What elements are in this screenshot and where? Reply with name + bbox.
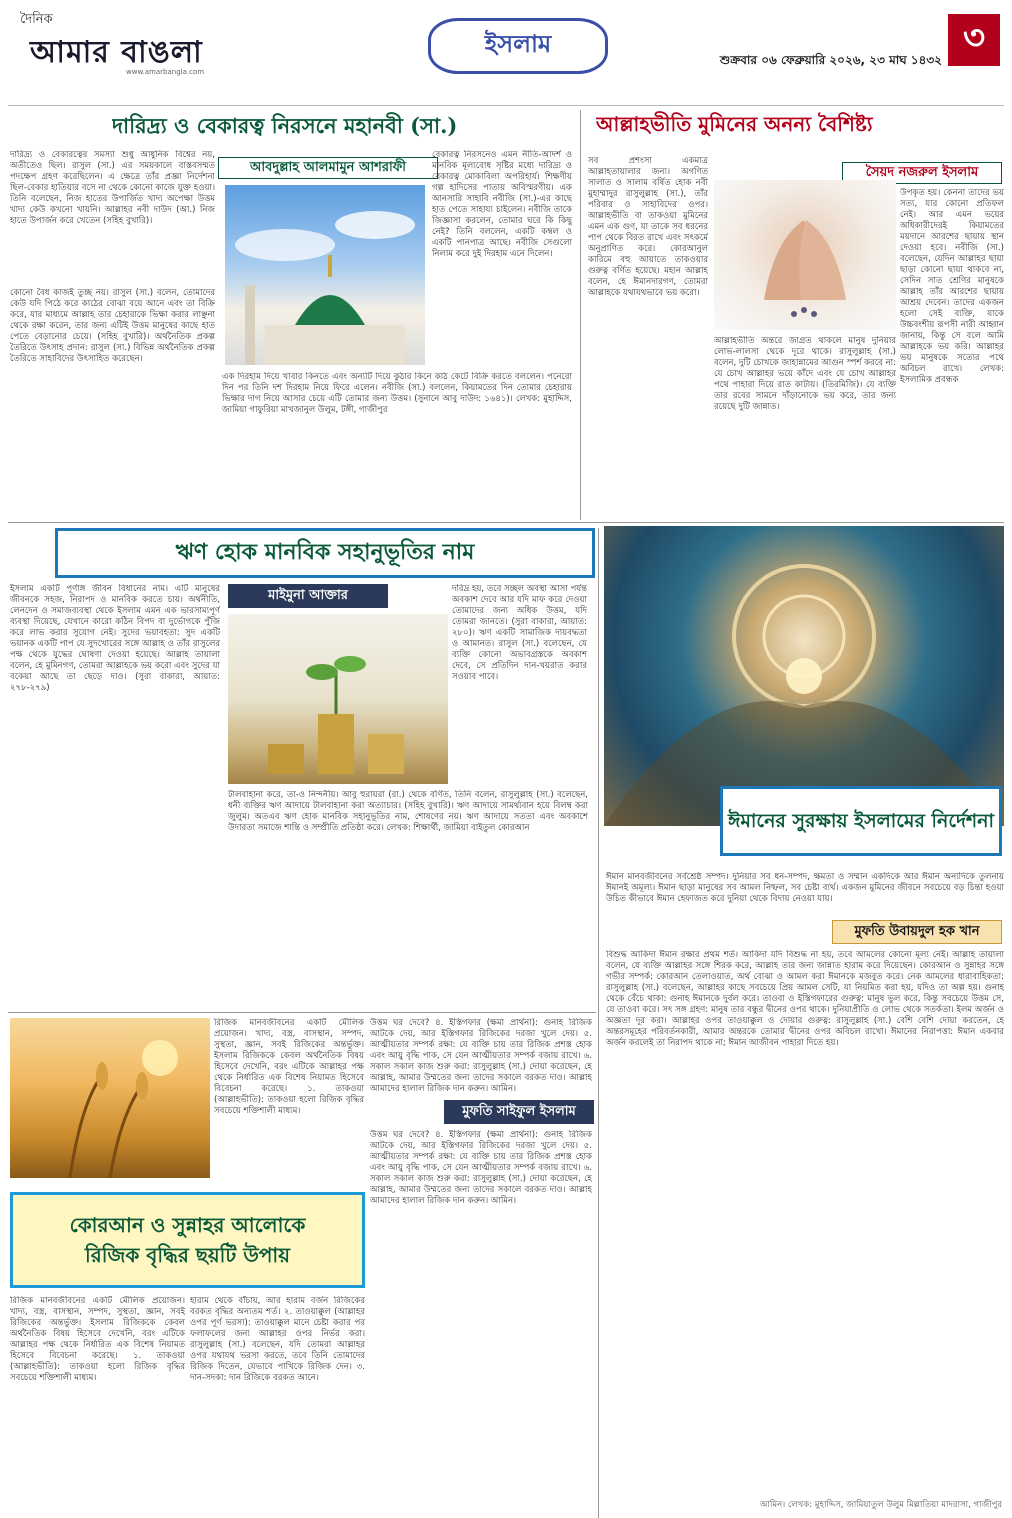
article5-byline: মুফতি সাইফুল ইসলাম: [444, 1100, 594, 1124]
mosque-dome-illustration: [225, 185, 425, 365]
paper-name-logo[interactable]: আমার বাঙলা: [30, 35, 203, 70]
article1-text-col1: দারিদ্র্য ও বেকারত্বের সমস্যা শুধু আধুনিক বিশ্বের নয়, অতীতেও ছিল। রাসুল (সা.) এর সময়কালে বাস্তবসম্মত পদক্ষেপ গ্রহণ করেছিলেন। এ ক্ষেত্রে তাঁর প্রজ্ঞা নির্দেশনা ছিল-বেকার হাতিয়ার বসে না থেকে কোনো কাজে যুক্ত হওয়া। তিনি বলেছেন, নিজ হাতের উপার্জিত খাদ্য অপেক্ষা উত্তম খাদ্য কেউ কখনো খায়নি। আল্লাহর নবী দাউদ (আ.) নিজ হাতে উপার্জন করে খেতেন (সহিহ বুখারি)।: [10, 150, 215, 226]
article5-text-col3: উত্তম ঘর দেবে? ৪. ইস্তিগফার (ক্ষমা প্রার্থনা): গুনাহ রিজিক আটকে দেয়, আর ইস্তিগফার রিজিকের দরজা খুলে দেয়। ৫. আত্মীয়তার সম্পর্ক রক্ষা: যে ব্যক্তি চায় তার রিজিক প্রশস্ত হোক এবং আয়ু বৃদ্ধি পাক, সে যেন আত্মীয়তার সম্পর্ক বজায় রাখে। ৬. সকাল সকাল কাজ শুরু করা: রাসুলুল্লাহ (সা.) দোয়া করেছেন, হে আল্লাহ, আমার উম্মতের জন্য তাদের সকালে বরকত দাও। আল্লাহ আমাদের হালাল রিজিক দান করুন। আমিন।: [370, 1018, 592, 1094]
column-divider: [598, 528, 599, 1518]
article5-text-col2: হারাম থেকে বাঁচায়, আর হারাম বর্জন রিজিকের বরকত বৃদ্ধির অন্যতম শর্ত। ২. তাওয়াক্কুল (আল্লাহর ওপর পূর্ণ ভরসা): তাওয়াক্কুল মানে চেষ্টা করার পর ফলাফলের জন্য আল্লাহর ওপর নির্ভর করা। রাসুলুল্লাহ (সা.) বলেছেন, যদি তোমরা আল্লাহর ওপর যথাযথ ভরসা করতে, তবে তিনি তোমাদের রিজিক দিতেন, যেভাবে পাখিকে রিজিক দেন। ৩. দান-সদকা: দান রিজিকে বরকত আনে।: [190, 1296, 365, 1383]
coins-plant-illustration: [228, 614, 448, 784]
masthead: [8, 6, 1004, 106]
wheat-field-photo: [10, 1018, 210, 1178]
article2-byline: সৈয়দ নজরুল ইসলাম: [842, 162, 1002, 184]
wheat-illustration: [10, 1018, 210, 1178]
article5-headline-line2: রিজিক বৃদ্ধির ছয়টি উপায়: [85, 1243, 290, 1267]
ornate-dome-illustration: [604, 526, 1004, 826]
article1-text-col4: এক দিরহাম দিয়ে খাবার কিনতে এবং অন্যটি দিয়ে কুঠার কিনে কাঠ কেটে বিক্রি করতে বললেন। পনেরো দিন পর তিনি দশ দিরহাম নিয়ে ফিরে এলেন। নবীজি (সা.) বললেন, কিয়ামতের দিন তোমার চেহারায় ভিক্ষার দাগ নিয়ে আসার চেয়ে এটি তোমার জন্য উত্তম। (সুনানে আবু দাউদ: ১৬৪১)। লেখক: মুহাদ্দিস, জামিয়া গাফুরিয়া মাখজানুল উলুম, টঙ্গী, গাজীপুর: [222, 372, 572, 415]
article3-headline: ঋণ হোক মানবিক সহানুভূতির নাম: [55, 528, 595, 578]
article1-text-col2: কোনো বৈধ কাজই তুচ্ছ নয়। রাসুল (সা.) বলেন, তোমাদের কেউ যদি পিঠে করে কাঠের বোঝা বয়ে আনে এবং তা বিক্রি করে, যার মাধ্যমে আল্লাহ তার চেহারাকে ভিক্ষা করার লাঞ্ছনা থেকে রক্ষা করেন, তার জন্য এটিই উত্তম মানুষের কাছে হাত পেতে বেড়ানোর চেয়ে। (সহিহ বুখারি)। অর্থনৈতিক প্রকল্প তৈরিতে উৎসাহ প্রদান: রাসুল (সা.) বিভিন্ন অর্থনৈতিক প্রকল্প তৈরিতে সাহাবিদের উৎসাহিত করেছেন।: [10, 288, 215, 364]
article4-intro: ঈমান মানবজীবনের সর্বশ্রেষ্ঠ সম্পদ। দুনিয়ার সব ধন-সম্পদ, ক্ষমতা ও সম্মান একদিকে আর ঈমান অন্যদিকে তুলনায় ঈমানই অমূল্য। ঈমান ছাড়া মানুষের সব আমল নিষ্ফল, সব চেষ্টা ব্যর্থ। একজন মুমিনের জীবনে সবচেয়ে বড় চিন্তা হওয়া উচিত কীভাবে ঈমান হেফাজত করে দুনিয়া থেকে বিদায় নেওয়া যায়।: [606, 872, 1004, 904]
article3-text-col2: দরিদ্র হয়, তবে সচ্ছল অবস্থা আসা পর্যন্ত অবকাশ দেবে আর যদি মাফ করে দেওয়া তোমাদের জন্য অধিক উত্তম, যদি তোমরা জানতে। (সুরা বাকারা, আয়াত: ২৮০)। ঋণ একটি সামাজিক দায়বদ্ধতা ও আমানত। রাসুল (সা.) বলেছেন, যে ব্যক্তি কোনো অভাবগ্রস্তকে অবকাশ দেবে, সে প্রতিদিন দান-খয়রাত করার সওয়াব পাবে।: [452, 584, 587, 682]
article1-headline: দারিদ্র্য ও বেকারত্ব নিরসনে মহানবী (সা.): [112, 113, 458, 138]
website-url: www.amarbangla.com: [126, 68, 205, 76]
article2-text-col2: আল্লাহভীতি অন্তরে জাগ্রত থাকলে মানুষ দুনিয়ার লোভ-লালসা থেকে দূরে থাকে। রাসুলুল্লাহ (সা.) বলেন, দুটি চোখকে জাহান্নামের আগুন স্পর্শ করবে না: যে চোখ আল্লাহর ভয়ে কাঁদে এবং যে চোখ আল্লাহর পথে পাহারা দিয়ে রাত কাটায়। (তিরমিজি)। যে ব্যক্তি তার রবের সামনে দাঁড়ানোকে ভয় করে, তার জন্য রয়েছে দুটি জান্নাত।: [714, 336, 896, 412]
article4-signoff: আমিন। লেখক: মুহাদ্দিস, জামিয়াতুল উলুম মিল্লাতিয়া মাদরাসা, গাজীপুর: [760, 1500, 1003, 1510]
section-divider: [8, 522, 1004, 523]
mosque-dome-photo: [225, 185, 425, 365]
article1-text-col3: বেকারত্ব নিরসনেও এমন নীতি-আদর্শ ও মানবিক মূল্যবোধ সৃষ্টির মধ্যে দারিদ্র্য ও বেকারত্ব মোকাবিলা অপরিহার্য। শিক্ষণীয় গল্প হাদিসের পাতায় অবিস্মরণীয়। এক আনসারি সাহাবি নবীজি (সা.)-এর কাছে হাত পেতে সাহায্য চাইলেন। নবীজি তাকে জিজ্ঞাসা করলেন, তোমার ঘরে কি কিছু নেই? তিনি বললেন, একটি কম্বল ও একটি পানপাত্র আছে। নবীজি সেগুলো নিলাম করে দুই দিরহাম এনে দিলেন।: [432, 150, 572, 259]
article5-text-col3b: উত্তম ঘর দেবে? ৪. ইস্তিগফার (ক্ষমা প্রার্থনা): গুনাহ রিজিক আটকে দেয়, আর ইস্তিগফার রিজিকের দরজা খুলে দেয়। ৫. আত্মীয়তার সম্পর্ক রক্ষা: যে ব্যক্তি চায় তার রিজিক প্রশস্ত হোক এবং আয়ু বৃদ্ধি পাক, সে যেন আত্মীয়তার সম্পর্ক বজায় রাখে। ৬. সকাল সকাল কাজ শুরু করা: রাসুলুল্লাহ (সা.) দোয়া করেছেন, হে আল্লাহ, আমার উম্মতের জন্য তাদের সকালে বরকত দাও। আল্লাহ আমাদের হালাল রিজিক দান করুন। আমিন।: [370, 1130, 592, 1206]
article4-byline: মুফতি উবায়দুল হক খান: [832, 920, 1002, 944]
article3-text-col1: ইসলাম একটি পূর্ণাঙ্গ জীবন বিধানের নাম। এটি মানুষের জীবনকে সহজ, নিরাপদ ও মানবিক করতে চায়। অর্থনীতি, লেনদেন ও সমাজব্যবস্থা থেকে ইসলাম এমন এক ভারসাম্যপূর্ণ ব্যবস্থা দিয়েছে, যেখানে কারো কঠিন বিপদ বা দুর্ভোগকে পুঁজি করে লাভ করার সুযোগ নেই। সুদের ভয়াবহতা: সুদ একটি ভয়ানক একটি পাপ যে সুদখোরের সঙ্গে আল্লাহ ও তাঁর রাসুলের পক্ষ থেকে যুদ্ধের ঘোষণা দেওয়া হয়েছে। আল্লাহ তায়ালা বলেন, হে মুমিনগণ, তোমরা আল্লাহকে ভয় করো এবং সুদের যা বকেয়া আছে তা ছেড়ে দাও। (সুরা বাকারা, আয়াত: ২৭৮-২৭৯): [10, 584, 220, 693]
article2-text-col3: উপকৃত হয়। কেননা তাদের ভয় সত্য, যার কোনো প্রতিফল নেই। আর এমন ভয়ের অধিকারীদেরই কিয়ামতের ময়দানে আরশের ছায়ায় স্থান দেওয়া হবে। নবীজি (সা.) বলেছেন, যেদিন আল্লাহর ছায়া ছাড়া কোনো ছায়া থাকবে না, সেদিন সাত শ্রেণির মানুষকে আল্লাহ তাঁর আরশের ছায়ায় আশ্রয় দেবেন। তাদের একজন হলো সেই ব্যক্তি, যাকে উচ্চবংশীয় রূপসী নারী আহ্বান জানায়, কিন্তু সে বলে আমি আল্লাহকে ভয় করি। আল্লাহর ভয় মানুষকে সত্যের পথে অবিচল রাখে। লেখক: ইসলামিক প্রবন্ধক: [900, 188, 1004, 385]
article2-text-col1: সব প্রশংসা একমাত্র আল্লাহতায়ালার জন্য। অগণিত সালাত ও সালাম বর্ষিত হোক নবী মুহাম্মাদুর রাসুলুল্লাহ (সা.), তাঁর পরিবার ও সাহাবিদের ওপর। আল্লাহভীতি বা তাকওয়া মুমিনের এমন এক গুণ, যা তাকে সব ধরনের পাপ থেকে বিরত রাখে এবং সৎকর্মে অনুপ্রাণিত করে। কোরআনুল কারিমে বহু আয়াতে তাকওয়ার গুরুত্ব বর্ণিত হয়েছে। মহান আল্লাহ বলেন, হে ঈমানদারগণ, তোমরা আল্লাহকে যথাযথভাবে ভয় করো।: [588, 156, 708, 298]
article1-byline: আবদুল্লাহ আলমামুন আশরাফী: [218, 157, 438, 179]
article4-headline: ঈমানের সুরক্ষায় ইসলামের নির্দেশনা: [720, 786, 1002, 856]
article5-text-col1: রিজিক মানবজীবনের একটি মৌলিক প্রয়োজন। খাদ্য, বস্ত্র, বাসস্থান, সম্পদ, সুস্থতা, জ্ঞান, সবই রিজিকের অন্তর্ভুক্ত। ইসলাম রিজিককে কেবল অর্থনৈতিক বিষয় হিসেবে দেখেনি, বরং এটিকে আল্লাহর পক্ষ থেকে নির্ধারিত এক বিশেষ নিয়ামত হিসেবে বিবেচনা করেছে। ১. তাকওয়া (আল্লাহভীতি): তাকওয়া হলো রিজিক বৃদ্ধির সবচেয়ে শক্তিশালী মাধ্যম।: [214, 1018, 364, 1116]
date-line: শুক্রবার ০৬ ফেব্রুয়ারি ২০২৬, ২৩ মাঘ ১৪৩২: [719, 53, 942, 67]
article5-headline-line1: কোরআন ও সুন্নাহর আলোকে: [69, 1213, 306, 1237]
article5-headline: [10, 1192, 365, 1288]
page-number-badge: ৩: [948, 14, 1000, 66]
column-divider: [580, 110, 581, 520]
article3-byline: মাইমুনা আক্তার: [228, 584, 388, 608]
section-divider: [8, 1012, 596, 1013]
praying-hands-illustration: [714, 180, 896, 330]
article2-headline: আল্লাহভীতি মুমিনের অনন্য বৈশিষ্ট্য: [596, 112, 873, 136]
praying-hands-photo: [714, 180, 896, 330]
mosque-ceiling-photo: [604, 526, 1004, 826]
coins-plant-photo: [228, 614, 448, 784]
article3-text-col3: টালবাহানা করে, তা-ও নিন্দনীয়। আবু হুরায়রা (রা.) থেকে বর্ণিত, তিনি বলেন, রাসুলুল্লাহ (সা.) বলেছেন, ধনী ব্যক্তির ঋণ আদায়ে টালবাহানা করা অত্যাচার। (সহিহ বুখারি)। ঋণ আদায়ে সামর্থ্যবান হয়ে বিলম্ব করা জুলুম। অতএব ঋণ হোক মানবিক সহানুভূতির নাম, শোষণের নয়। ঋণ আদায়ে সততা এবং অবকাশে উদারতা সমাজে শান্তি ও সম্প্রীতি প্রতিষ্ঠা করে। লেখক: শিক্ষার্থী, জামিয়া বাইতুল কোরআন: [228, 790, 588, 833]
section-logo: ইসলাম: [428, 18, 608, 74]
paper-label-top: দৈনিক: [20, 12, 53, 27]
article4-text-body: বিশুদ্ধ আকিদা ঈমান রক্ষার প্রথম শর্ত। আকিদা যদি বিশুদ্ধ না হয়, তবে আমলের কোনো মূল্য নেই। আল্লাহ তায়ালা বলেন, যে ব্যক্তি আল্লাহর সঙ্গে শিরক করে, আল্লাহ তার জন্য জান্নাত হারাম করে দিয়েছেন। কোরআন ও সুন্নাহর সঙ্গে গভীর সম্পর্ক: কোরআন তেলাওয়াত, অর্থ বোঝা ও আমল করা ঈমানকে মজবুত করে। নেক আমলের ধারাবাহিকতা: রাসুলুল্লাহ (সা.) বলেছেন, আল্লাহর কাছে সবচেয়ে প্রিয় আমল সেটি, যা নিয়মিত করা হয়, যদিও তা অল্প হয়। গুনাহ থেকে বেঁচে থাকা: গুনাহ ঈমানকে দুর্বল করে। তাওবা ও ইস্তিগফারের গুরুত্ব: মানুষ ভুল করে, কিন্তু সবচেয়ে উত্তম সে, যে তাওবা করে। সৎ সঙ্গ গ্রহণ: মানুষ তার বন্ধুর দ্বীনের ওপর থাকে। দুনিয়াপ্রীতি ও লোভ থেকে সতর্কতা। ইলম অর্জন ও অজ্ঞতা দূর করা। আল্লাহর ওপর তাওয়াক্কুল ও দোয়ার গুরুত্ব: রাসুলুল্লাহ (সা.) বেশি বেশি দোয়া করতেন, হে অন্তরসমূহের পরিবর্তনকারী, আমার অন্তরকে তোমার দ্বীনের ওপর অবিচল রাখো। ঈমানের নিরাপত্তা: ঈমান একবার অর্জন করলেই তা নিরাপদ থাকে না; ঈমান আজীবন পাহারা দিতে হয়।: [606, 950, 1004, 1048]
article5-text-col1b: রিজিক মানবজীবনের একটি মৌলিক প্রয়োজন। খাদ্য, বস্ত্র, বাসস্থান, সম্পদ, সুস্থতা, জ্ঞান, সবই রিজিকের অন্তর্ভুক্ত। ইসলাম রিজিককে কেবল অর্থনৈতিক বিষয় হিসেবে দেখেনি, বরং এটিকে আল্লাহর পক্ষ থেকে নির্ধারিত এক বিশেষ নিয়ামত হিসেবে বিবেচনা করেছে। ১. তাকওয়া (আল্লাহভীতি): তাকওয়া হলো রিজিক বৃদ্ধির সবচেয়ে শক্তিশালী মাধ্যম।: [10, 1296, 185, 1383]
